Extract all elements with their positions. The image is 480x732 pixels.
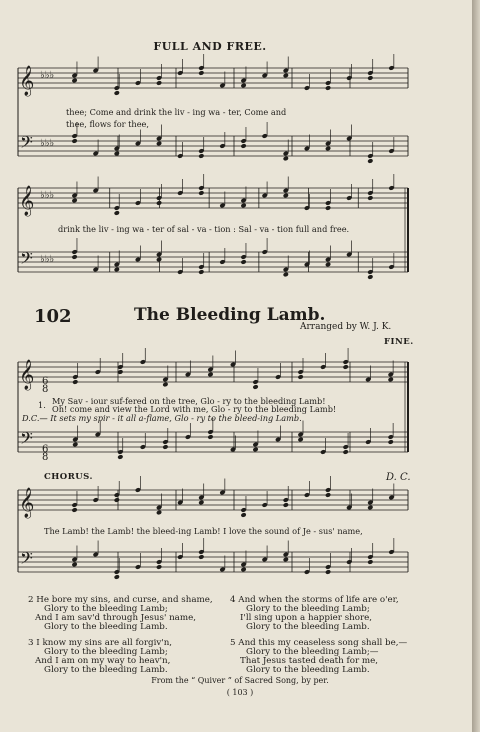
system-3-bass-notehead: [252, 447, 258, 453]
system-1-treble-notehead: [325, 85, 331, 91]
system-2-bass-notehead: [283, 272, 289, 278]
time-signature: 6: [42, 376, 49, 387]
system-3-bass-notehead: [343, 449, 349, 455]
system-2-treble-notehead: [71, 198, 77, 204]
system-2-treble-notehead: [198, 190, 204, 196]
system-4-treble-notehead: [240, 512, 246, 518]
fine-marking: FINE.: [384, 337, 414, 347]
system-1-bass-notehead: [156, 141, 162, 147]
verse-5-line-1: 5 And this my ceaseless song shall be,—: [230, 638, 408, 648]
verse-5-line-3: That Jesus tasted death for me,: [240, 656, 379, 666]
verse-5-line-2: Glory to the bleeding Lamb;—: [246, 647, 379, 657]
system-2-treble-notehead: [367, 195, 373, 201]
stanza-line-dc: D.C.— It sets my spir - it all a-flame, Glo - ry to the bleed-ing Lamb.: [22, 413, 302, 423]
system-1-bass-clef: 𝄢: [20, 132, 33, 156]
chorus-label: CHORUS.: [44, 472, 93, 482]
system-1-treble-notehead: [240, 83, 246, 89]
hymn-number: 102: [34, 306, 72, 327]
verse-4-line-4: Glory to the bleeding Lamb.: [246, 622, 370, 632]
system-4-treble-notehead: [283, 502, 289, 508]
system-2-treble-notehead: [240, 203, 246, 209]
system-3-bass-notehead: [117, 454, 123, 460]
stanza-line-2: Oh! come and view the Lord with me, Glo - ry to the bleeding Lamb!: [52, 404, 337, 414]
system-1-bass-notehead: [240, 143, 246, 149]
system-4-treble-notehead: [367, 505, 373, 511]
system-2-bass-notehead: [367, 274, 373, 280]
system1-lyric-main: thee; Come and drink the liv - ing wa - ter, Come and: [66, 107, 287, 117]
system-4-treble-notehead: [198, 500, 204, 506]
system-4-bass-notehead: [156, 564, 162, 570]
system-3-bass-clef: 𝄢: [20, 428, 33, 452]
system-4-treble-clef: 𝄞: [19, 488, 35, 518]
footer-credit: From the “ Quiver ” of Sacred Song, by per.: [151, 676, 329, 685]
system-4-bass-clef: 𝄢: [20, 548, 33, 572]
system-2-key-signature: ♭♭♭: [40, 190, 55, 201]
system-4-treble-notehead: [156, 510, 162, 516]
system-2-key-signature: ♭♭♭: [40, 254, 55, 265]
time-signature: 6: [42, 444, 49, 455]
system-3-treble-notehead: [72, 379, 78, 385]
system-1-treble-notehead: [198, 70, 204, 76]
system-1-treble-notehead: [114, 90, 120, 96]
system-3-treble-notehead: [162, 382, 168, 388]
system-2-treble-notehead: [283, 193, 289, 199]
system-2-bass-clef: 𝄢: [20, 248, 33, 272]
chorus-lyric: The Lamb! the Lamb! the bleed-ing Lamb! I love the sound of Je - sus' name,: [44, 526, 363, 536]
system2-lyric: drink the liv - ing wa - ter of sal - va - tion : Sal - va - tion full and free.: [58, 224, 350, 234]
verse-2-line-3: And I am sav'd through Jesus' name,: [35, 613, 197, 623]
verse-2-line-2: Glory to the bleeding Lamb;: [44, 604, 168, 614]
system-2-treble-clef: 𝄞: [19, 186, 35, 216]
time-signature: 8: [42, 452, 49, 463]
verse-2-line-1: 2 He bore my sins, and curse, and shame,: [28, 595, 213, 605]
system-1-key-signature: ♭♭♭: [40, 70, 55, 81]
system-3-bass-notehead: [388, 439, 394, 445]
system1-lyric-sub: thee, flows for thee,: [66, 119, 149, 129]
system-4-treble-notehead: [325, 492, 331, 498]
verse-4-line-2: Glory to the bleeding Lamb;: [246, 604, 370, 614]
system-3-treble-notehead: [343, 364, 349, 370]
system-1-key-signature: ♭♭♭: [40, 138, 55, 149]
system-4-bass-notehead: [325, 569, 331, 575]
system-1-treble-notehead: [367, 75, 373, 81]
system-1-bass-notehead: [367, 158, 373, 164]
system-1-treble-notehead: [156, 80, 162, 86]
arranger-credit: Arranged by W. J. K.: [300, 322, 392, 332]
header-title: FULL AND FREE.: [153, 40, 267, 53]
system-4-treble-notehead: [114, 497, 120, 503]
system-3-bass-notehead: [162, 444, 168, 450]
system-2-bass-notehead: [71, 254, 77, 260]
verse-3-line-3: And I am on my way to heav'n,: [35, 656, 171, 666]
verse-number: 1.: [38, 400, 46, 410]
system-3-treble-notehead: [388, 377, 394, 383]
system-2-treble-notehead: [325, 205, 331, 211]
system-3-treble-clef: 𝄞: [19, 360, 35, 390]
hymn-title: The Bleeding Lamb.: [134, 305, 326, 325]
system-2-bass-notehead: [114, 267, 120, 273]
system-3-treble-notehead: [297, 374, 303, 380]
system-4-bass-notehead: [240, 567, 246, 573]
verse-4-line-3: I'll sing upon a happier shore,: [240, 613, 373, 623]
page-number: ( 103 ): [226, 688, 254, 697]
verse-3-line-4: Glory to the bleeding Lamb.: [44, 665, 168, 675]
dc-marking: D. C.: [386, 472, 411, 483]
system-3-bass-notehead: [297, 437, 303, 443]
system-1-treble-notehead: [71, 78, 77, 84]
time-signature: 8: [42, 384, 49, 395]
verse-3-line-2: Glory to the bleeding Lamb;: [44, 647, 168, 657]
system-4-bass-notehead: [198, 554, 204, 560]
system-4-bass-notehead: [114, 574, 120, 580]
stanza-line-1: My Sav - iour suf-fered on the tree, Glo - ry to the bleeding Lamb!: [52, 396, 326, 406]
system-3-bass-notehead: [72, 442, 78, 448]
system-4-bass-notehead: [367, 559, 373, 565]
verse-3-line-1: 3 I know my sins are all forgiv'n,: [28, 638, 173, 648]
verse-2-line-4: Glory to the bleeding Lamb.: [44, 622, 168, 632]
system-1-treble-clef: 𝄞: [19, 66, 35, 96]
system-4-bass-notehead: [283, 557, 289, 563]
system-2-bass-notehead: [325, 262, 331, 268]
system-4-treble-notehead: [71, 507, 77, 513]
system-3-treble-notehead: [207, 372, 213, 378]
system-3-bass-notehead: [207, 434, 213, 440]
system-3-treble-notehead: [252, 384, 258, 390]
system-2-bass-notehead: [198, 269, 204, 275]
system-2-treble-notehead: [114, 210, 120, 216]
system-4-bass-notehead: [71, 562, 77, 568]
verse-4-line-1: 4 And when the storms of life are o'er,: [230, 595, 399, 605]
system-2-bass-notehead: [240, 259, 246, 265]
verse-5-line-4: Glory to the bleeding Lamb.: [246, 665, 370, 675]
system-1-bass-notehead: [283, 156, 289, 162]
system-1-bass-notehead: [198, 153, 204, 159]
system-1-bass-notehead: [71, 138, 77, 144]
system-1-treble-notehead: [283, 73, 289, 79]
system-1-bass-notehead: [325, 146, 331, 152]
system-1-bass-notehead: [114, 151, 120, 157]
